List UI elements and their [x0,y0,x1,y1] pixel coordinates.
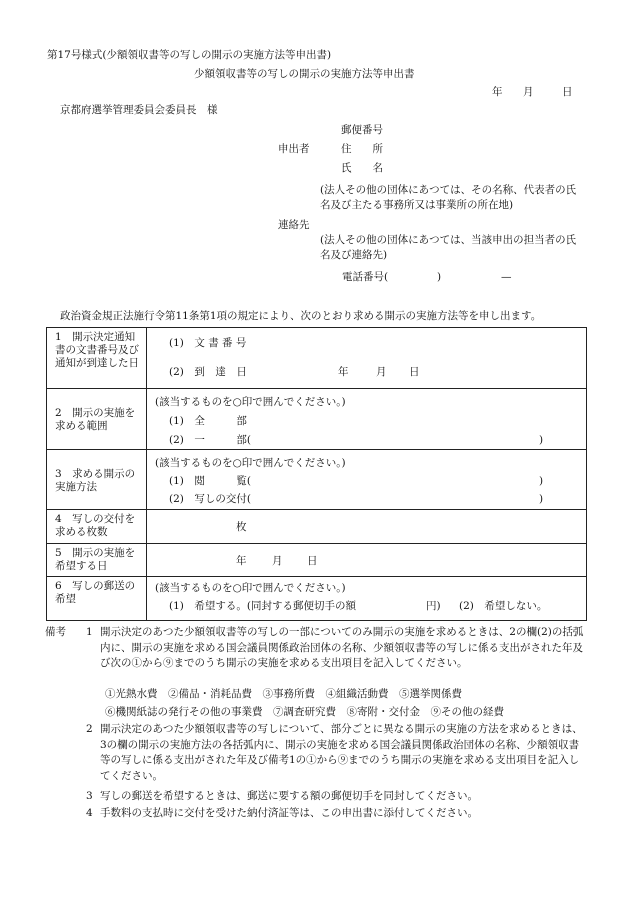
row3-label: 3 求める開示の実施方法 [55,468,136,493]
row5-label: 5 開示の実施を希望する日 [55,547,136,572]
date-year-label: 年 [492,86,503,98]
arrival-date-label: (2) 到 達 日 [169,366,247,378]
row4-label: 4 写しの交付を求める枚数 [55,513,136,538]
desired-year-label: 年 [236,555,247,567]
remarks-label: 備考 [45,626,66,638]
expense-items-line-2: ⑥機関紙誌の発行その他の事業費 ⑦調査研究費 ⑧寄附・交付金 ⑨その他の経費 [105,706,504,718]
arrival-month-label: 月 [376,366,387,378]
addressee: 京都府選挙管理委員会委員長 様 [60,104,218,116]
contact-label: 連絡先 [278,219,310,231]
row1-label: 1 開示決定通知書の文書番号及び通知が到達した日 [55,331,139,369]
desired-month-label: 月 [272,555,283,567]
remark-4-number: 4 [86,807,93,819]
scope-partial-option[interactable]: (2) 一 部( [169,434,251,446]
row-copy-count [47,510,587,544]
desired-day-label: 日 [307,555,318,567]
mailing-yes-option[interactable]: (1) 希望する。(同封する郵便切手の額 [169,600,356,612]
row-method [47,450,587,510]
expense-items-line-1: ①光熱水費 ②備品・消耗品費 ③事務所費 ④組織活動費 ⑤選挙関係費 [105,688,462,700]
remark-2-text: 開示決定のあつた少額領収書等の写しについて、部分ごとに異なる開示の実施の方法を求めるときは、3の欄の開示の実施方法の各括弧内に、開示の実施を求める国会議員関係政治団体の名称、少額領収書等の写しに係る支出がされた年及び備考1の①から⑨までのうち開示の実施を求める支出項目を記入してください。 [100,723,583,782]
phone-close-paren: ) [437,271,442,283]
method-copy-option[interactable]: (2) 写しの交付( [169,493,251,505]
request-form-table [46,327,587,621]
mailing-no-option[interactable]: (2) 希望しない。 [459,600,548,612]
row6-instruction: (該当するものを○印で囲んでください。) [155,582,346,594]
method-inspection-close: ) [539,475,544,487]
remark-1-number: 1 [86,626,93,638]
row3-instruction: (該当するものを○印で囲んでください。) [155,457,346,469]
scope-all-option[interactable]: (1) 全 部 [169,415,247,427]
remark-3-text: 写しの郵送を希望するときは、郵送に要する額の郵便切手を同封してください。 [100,790,478,802]
row2-instruction: (該当するものを○印で囲んでください。) [155,396,346,408]
date-month-label: 月 [523,86,534,98]
contact-note: (法人その他の団体にあつては、当該申出の担当者の氏名及び連絡先) [320,234,577,261]
applicant-label: 申出者 [278,143,310,155]
row2-label: 2 開示の実施を求める範囲 [55,407,136,432]
scope-partial-close: ) [539,434,544,446]
row6-label: 6 写しの郵送の希望 [55,580,136,605]
phone-dash: — [501,271,512,283]
remark-1-text: 開示決定のあつた少額領収書等の写しの一部についてのみ開示の実施を求めるときは、2の欄(2)の括弧内に、開示の実施を求める国会議員関係政治団体の名称、少額領収書等の写しに係る支出がされた年及び次の①から⑨までのうち開示の実施を求める支出項目を記入してください。 [100,626,584,669]
copy-count-unit: 枚 [236,521,247,533]
stamp-yen-label: 円) [426,600,441,612]
address-label: 住 所 [341,143,383,155]
form-number: 第17号様式(少額領収書等の写しの開示の実施方法等申出書) [47,49,332,61]
date-day-label: 日 [562,86,573,98]
row-mailing [47,577,587,621]
remark-3-number: 3 [86,790,93,802]
row-notice-number [47,328,587,389]
intro-statement: 政治資金規正法施行令第11条第1項の規定により、次のとおり求める開示の実施方法等を申し出ます。 [60,310,542,322]
phone-label: 電話番号( [342,271,389,283]
method-inspection-option[interactable]: (1) 閲 覧( [169,475,251,487]
name-label: 氏 名 [341,162,383,174]
method-copy-close: ) [539,493,544,505]
form-title: 少額領収書等の写しの開示の実施方法等申出書 [194,68,415,80]
document-number-label: (1) 文 書 番 号 [169,337,247,349]
remark-4-text: 手数料の支払時に交付を受けた納付済証等は、この申出書に添付してください。 [100,807,478,819]
arrival-year-label: 年 [338,366,349,378]
row-desired-date [47,544,587,577]
remark-2-number: 2 [86,723,93,735]
arrival-day-label: 日 [409,366,420,378]
corporation-note: (法人その他の団体にあつては、その名称、代表者の氏名及び主たる事務所又は事業所の所在地) [320,184,577,211]
row-scope [47,389,587,450]
postal-code-label: 郵便番号 [341,124,383,136]
